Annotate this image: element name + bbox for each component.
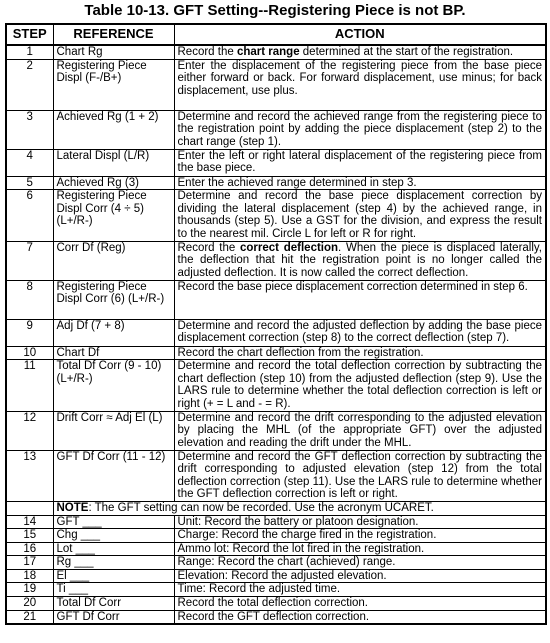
action-cell: Determine and record the total deflection correction by subtracting the chart deflection (step 10) from the adjusted deflection (step 9). Use the LARS rule to determine whether the total deflection correction is left or right (+ = L and - = R). — [174, 360, 546, 411]
note-text: : The GFT setting can now be recorded. Use the acronym UCARET. — [88, 501, 434, 514]
gft-setting-table — [5, 23, 547, 625]
action-cell: Enter the achieved range determined in step 3. — [174, 176, 546, 190]
action-cell: Determine and record the achieved range from the registering piece to the registration point by adding the piece displacement (step 2) to the chart range (step 1). — [174, 110, 546, 149]
table-row — [6, 360, 546, 411]
step-cell: 17 — [6, 556, 53, 570]
reference-cell: Rg ___ — [53, 556, 174, 570]
step-cell: 2 — [6, 59, 53, 110]
reference-cell: Achieved Rg (1 + 2) — [53, 110, 174, 149]
action-text: determined at the start of the registration. — [299, 46, 514, 58]
step-cell: 9 — [6, 319, 53, 346]
step-cell: 16 — [6, 542, 53, 556]
table-row — [6, 45, 546, 59]
reference-cell: Total Df Corr — [53, 597, 174, 611]
reference-cell: Achieved Rg (3) — [53, 176, 174, 190]
action-cell: Enter the displacement of the registering piece from the base piece either forward or back. For forward displacement, use minus; for back displacement, use plus. — [174, 59, 546, 110]
step-cell: 12 — [6, 411, 53, 450]
step-cell: 15 — [6, 529, 53, 543]
reference-cell: Drift Corr ≈ Adj El (L) — [53, 411, 174, 450]
action-cell: Charge: Record the charge fired in the registration. — [174, 529, 546, 543]
reference-cell: Lateral Displ (L/R) — [53, 149, 174, 176]
step-cell: 6 — [6, 190, 53, 241]
table-row — [6, 610, 546, 624]
reference-cell: Chart Df — [53, 346, 174, 360]
action-text: . When the piece is displaced laterally, the deflection that hit the registration point is no longer called the adjusted deflection. It is now called the correct deflection. — [177, 241, 542, 279]
reference-cell: Lot ___ — [53, 542, 174, 556]
step-cell: 1 — [6, 45, 53, 59]
action-cell: Elevation: Record the adjusted elevation. — [174, 569, 546, 583]
step-cell: 18 — [6, 569, 53, 583]
table-row — [6, 280, 546, 319]
reference-cell: Chg ___ — [53, 529, 174, 543]
action-cell: Time: Record the adjusted time. — [174, 583, 546, 597]
step-cell: 21 — [6, 610, 53, 624]
table-row — [6, 59, 546, 110]
table-row — [6, 190, 546, 241]
reference-cell: GFT Df Corr (11 - 12) — [53, 450, 174, 501]
table-title: Table 10-13. GFT Setting--Registering Piece is not BP. — [84, 2, 466, 19]
note-cell — [53, 501, 546, 515]
header-step: STEP — [6, 24, 53, 45]
step-cell: 19 — [6, 583, 53, 597]
table-row — [6, 346, 546, 360]
action-cell: Record the total deflection correction. — [174, 597, 546, 611]
table-row — [6, 241, 546, 280]
table-row — [6, 319, 546, 346]
action-cell: Range: Record the chart (achieved) range. — [174, 556, 546, 570]
reference-cell: Adj Df (7 + 8) — [53, 319, 174, 346]
reference-cell: Registering Piece Displ Corr (6) (L+/R-) — [53, 280, 174, 319]
action-cell: Record the GFT deflection correction. — [174, 610, 546, 624]
table-row — [6, 149, 546, 176]
table-row — [6, 597, 546, 611]
table-row — [6, 569, 546, 583]
action-text: Record the — [177, 241, 241, 254]
step-cell: 20 — [6, 597, 53, 611]
table-row — [6, 583, 546, 597]
header-row — [6, 24, 546, 45]
action-emphasis: chart range — [236, 46, 300, 58]
reference-cell: GFT ___ — [53, 515, 174, 529]
action-cell: Determine and record the GFT deflection correction by subtracting the drift corresponding to adjusted elevation (step 12) from the total deflection correction (step 11). Use the LARS rule to determine whether the GFT deflection correction is left or right. — [174, 450, 546, 501]
action-cell: Record the base piece displacement correction determined in step 6. — [174, 280, 546, 319]
note-spacer-cell — [6, 501, 53, 515]
action-emphasis: correct deflection — [240, 241, 339, 254]
action-text: Record the — [177, 46, 237, 58]
table-row — [6, 529, 546, 543]
step-cell: 14 — [6, 515, 53, 529]
header-action: ACTION — [174, 24, 546, 45]
step-cell: 8 — [6, 280, 53, 319]
action-cell: Determine and record the adjusted deflection by adding the base piece displacement correction (step 8) to the correct deflection (step 7). — [174, 319, 546, 346]
table-row — [6, 450, 546, 501]
reference-cell: Corr Df (Reg) — [53, 241, 174, 280]
table-row — [6, 515, 546, 529]
table-row — [6, 176, 546, 190]
action-cell: Unit: Record the battery or platoon designation. — [174, 515, 546, 529]
reference-cell: Registering Piece Displ Corr (4 ÷ 5)(L+/R-) — [53, 190, 174, 241]
reference-cell: El ___ — [53, 569, 174, 583]
header-reference: REFERENCE — [53, 24, 174, 45]
step-cell: 5 — [6, 176, 53, 190]
action-cell — [174, 241, 546, 280]
table-row — [6, 556, 546, 570]
reference-cell: Chart Rg — [53, 45, 174, 59]
note-row — [6, 501, 546, 515]
reference-cell: Registering Piece Displ (F-/B+) — [53, 59, 174, 110]
action-cell: Ammo lot: Record the lot fired in the registration. — [174, 542, 546, 556]
table-row — [6, 110, 546, 149]
step-cell: 4 — [6, 149, 53, 176]
step-cell: 3 — [6, 110, 53, 149]
action-cell — [174, 45, 546, 59]
note-label: NOTE — [56, 501, 89, 514]
action-cell: Determine and record the base piece displacement correction by dividing the lateral displacement (step 4) by the achieved range, in thousands (step 5). Use a GST for the division, and express the result to the nearest mil. Circle L for left or R for right. — [174, 190, 546, 241]
step-cell: 7 — [6, 241, 53, 280]
reference-cell: Ti ___ — [53, 583, 174, 597]
table-row — [6, 411, 546, 450]
reference-cell: Total Df Corr (9 - 10) (L+/R-) — [53, 360, 174, 411]
reference-cell: GFT Df Corr — [53, 610, 174, 624]
step-cell: 13 — [6, 450, 53, 501]
step-cell: 10 — [6, 346, 53, 360]
action-cell: Enter the left or right lateral displacement of the registering piece from the base piece. — [174, 149, 546, 176]
table-row — [6, 542, 546, 556]
step-cell: 11 — [6, 360, 53, 411]
action-cell: Record the chart deflection from the registration. — [174, 346, 546, 360]
action-cell: Determine and record the drift corresponding to the adjusted elevation by placing the MHL (of the appropriate GFT) over the adjusted elevation and reading the drift under the MHL. — [174, 411, 546, 450]
